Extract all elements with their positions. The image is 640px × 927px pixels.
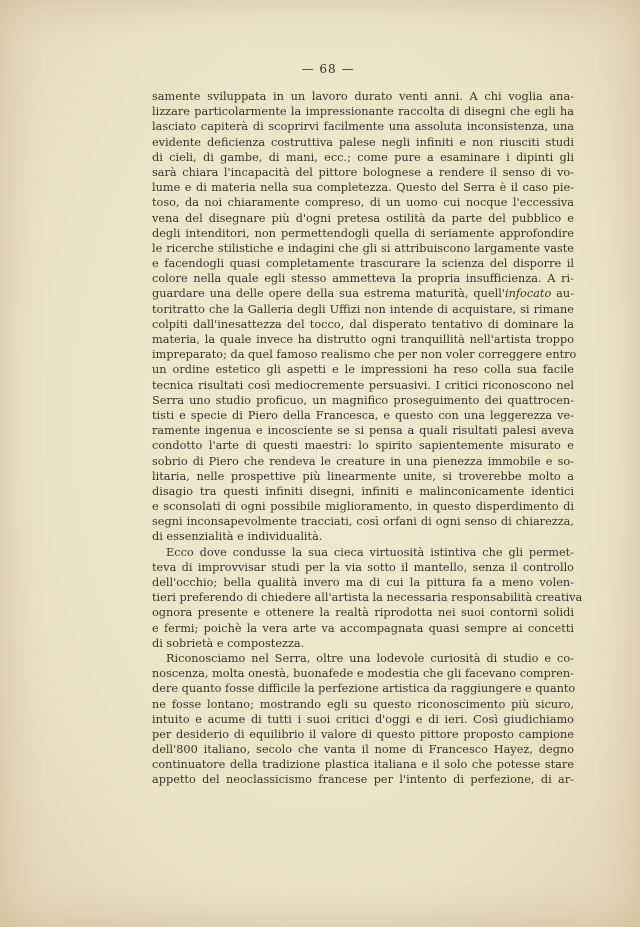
- body-text: [152, 89, 583, 788]
- text-line: colpiti dall'inesattezza del tocco, dal disperato tentativo di dominare la: [152, 317, 574, 331]
- text-line: ognora presente e ottenere la realtà riprodotta nei suoi contorni solidi: [152, 606, 574, 620]
- text-line: noscenza, molta onestà, buonafede e modestia che gli facevano compren-: [152, 667, 574, 681]
- text-line: di cieli, di gambe, di mani, ecc.; come pure a esaminare i dipinti gli: [152, 150, 574, 164]
- text-line: evidente deficienza costruttiva palese negli infiniti e non riusciti studi: [152, 135, 574, 149]
- text-line: toritratto che la Galleria degli Uffizi non intende di acquistare, si rimane: [152, 302, 574, 316]
- text-line: di essenzialità e individualità.: [152, 530, 323, 544]
- text-line: lasciato capiterà di scoprirvi facilmente una assoluta inconsistenza, una: [152, 120, 574, 134]
- text-segment: au-: [551, 287, 575, 301]
- text-line: teva di improvvisar studi per la via sotto il mantello, senza il controllo: [152, 560, 574, 574]
- text-line: dell'occhio; bella qualità invero ma di cui la pittura fa a meno volen-: [152, 576, 574, 589]
- text-segment: guardare una delle opere della sua estrema maturità, quell': [152, 287, 505, 301]
- text-line: intuito e acume di tutti i suoi critici d'oggi e di ieri. Così giudichiamo: [152, 712, 574, 726]
- text-line: e facendogli quasi completamente trascurare la scienza del disporre il: [152, 257, 574, 271]
- text-line: continuatore della tradizione plastica italiana e il solo che potesse stare: [152, 758, 574, 772]
- text-line: impreparato; da quel famoso realismo che per non voler correggere entro: [152, 348, 577, 362]
- text-line: lume e di materia nella sua completezza. Questo del Serra è il caso pie-: [152, 181, 574, 195]
- text-line: [152, 286, 574, 301]
- text-line: vena del disegnare più d'ogni pretesa ostilità da parte del pubblico e: [152, 211, 574, 225]
- text-line: tieri preferendo di chiedere all'artista la necessaria responsabilità creativa: [152, 591, 583, 605]
- text-line: sobrio di Piero che rendeva le creature in una pienezza immobile e so-: [152, 454, 574, 468]
- text-line: litaria, nelle prospettive più linearmente unite, si troverebbe molto a: [152, 469, 574, 483]
- text-line: appetto del neoclassicismo francese per l'intento di perfezione, di ar-: [152, 773, 574, 787]
- text-line: tecnica risultati così mediocremente persuasivi. I critici riconoscono nel: [152, 378, 574, 392]
- text-line: colore nella quale egli stesso ammetteva la propria insufficienza. A ri-: [152, 272, 574, 286]
- text-line: e sconsolati di ogni possibile miglioramento, in questo disperdimento di: [152, 500, 574, 514]
- text-line: samente sviluppata in un lavoro durato venti anni. A chi voglia ana-: [152, 90, 574, 103]
- text-line: degli intenditori, non permettendogli quella di seriamente approfondire: [152, 226, 574, 240]
- text-line: dere quanto fosse difficile la perfezione artistica da raggiungere e quanto: [152, 682, 576, 696]
- text-line: Ecco dove condusse la sua cieca virtuosità istintiva che gli permet-: [166, 545, 574, 559]
- text-line: segni inconsapevolmente tracciati, così orfani di ogni senso di chiarezza,: [152, 515, 574, 529]
- text-line: condotto l'arte di questi maestri: lo spirito sapientemente misurato e: [152, 439, 574, 453]
- text-line: per desiderio di equilibrio il valore di questo pittore proposto campione: [152, 727, 574, 741]
- text-line: lizzare particolarmente la impressionante raccolta di disegni che egli ha: [152, 105, 574, 119]
- text-line: disagio tra questi infiniti disegni, infiniti e malinconicamente identici: [152, 484, 574, 498]
- text-line: Riconosciamo nel Serra, oltre una lodevole curiosità di studio e co-: [166, 651, 574, 665]
- text-line: le ricerche stilistiche e indagini che gli si attribuiscono largamente vaste: [152, 241, 574, 255]
- text-line: ramente ingenua e incosciente se si pensa a quali risultati palesi aveva: [152, 424, 574, 438]
- text-line: e fermi; poichè la vera arte va accompagnata quasi sempre ai concetti: [152, 621, 574, 635]
- text-line: un ordine estetico gli aspetti e le impressioni ha reso colla sua facile: [152, 363, 574, 377]
- text-line: materia, la quale invece ha distrutto ogni tranquillità nell'artista troppo: [152, 333, 574, 346]
- text-line: sarà chiara l'incapacità del pittore bolognese a rendere il senso di vo-: [152, 165, 574, 179]
- text-line: dell'800 italiano, secolo che vanta il nome di Francesco Hayez, degno: [152, 743, 574, 757]
- text-line: ne fosse lontano; mostrando egli su questo riconoscimento più sicuro,: [152, 697, 574, 711]
- text-line: tisti e specie di Piero della Francesca, e questo con una leggerezza ve-: [152, 408, 574, 422]
- text-line: di sobrietà e compostezza.: [152, 636, 305, 650]
- page-number: — 68 —: [301, 62, 355, 76]
- text-line: Serra uno studio proficuo, un magnifico proseguimento dei quattrocen-: [152, 393, 574, 407]
- text-line: toso, da noi chiaramente compreso, di un uomo cui nocque l'eccessiva: [152, 196, 574, 210]
- italic-word: infocato: [504, 287, 552, 301]
